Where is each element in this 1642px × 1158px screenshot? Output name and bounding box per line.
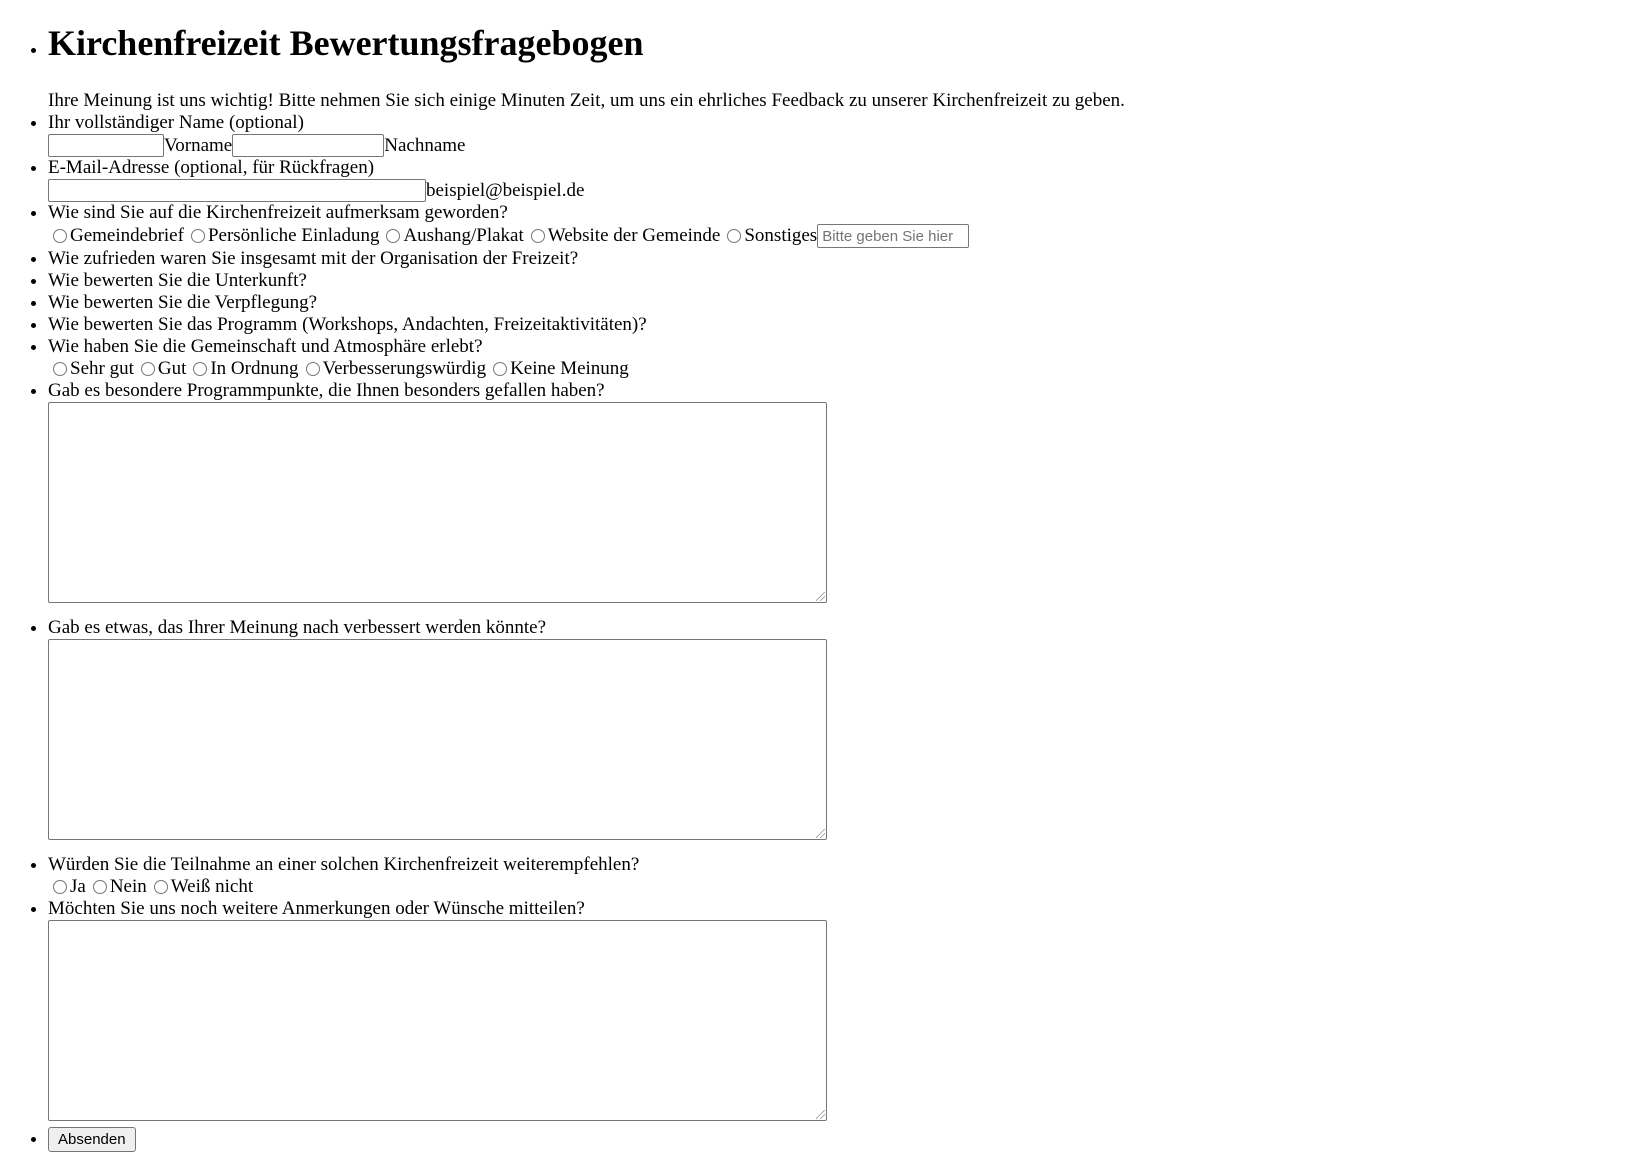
improvements-textarea[interactable] bbox=[48, 639, 827, 840]
title-list-item bbox=[48, 22, 1642, 64]
community-option-label: Sehr gut bbox=[70, 358, 134, 379]
submit-list-item bbox=[48, 1125, 1642, 1152]
name-row bbox=[48, 134, 1642, 157]
email-input[interactable] bbox=[48, 179, 426, 202]
email-hint: beispiel@beispiel.de bbox=[426, 179, 585, 201]
comments-label: • Möchten Sie uns noch weitere Anmerkungen oder Wünsche mitteilen? bbox=[48, 898, 585, 919]
recommend-radio-ja[interactable] bbox=[53, 880, 67, 894]
highlights-textarea[interactable] bbox=[48, 402, 827, 603]
recommend-question bbox=[48, 854, 1642, 898]
source-radio-gemeindebrief[interactable] bbox=[53, 229, 67, 243]
community-option-label: Gut bbox=[157, 358, 187, 379]
improvements-label: • Gab es etwas, das Ihrer Meinung nach verbessert werden könnte? bbox=[48, 617, 547, 638]
intro-text: Ihre Meinung ist uns wichtig! Bitte nehmen Sie sich einige Minuten Zeit, um uns ein ehrliches Feedback zu unserer Kirchenfreizeit zu geben. bbox=[48, 90, 1125, 111]
community-radio-sehr-gut[interactable] bbox=[53, 362, 67, 376]
comments-textarea[interactable] bbox=[48, 920, 827, 1121]
source-radio-sonstiges[interactable] bbox=[727, 229, 741, 243]
community-radio-verbesserungswuerdig[interactable] bbox=[306, 362, 320, 376]
name-label: • Ihr vollständiger Name (optional) bbox=[48, 112, 304, 133]
source-options bbox=[48, 224, 1642, 248]
community-option-label: Keine Meinung bbox=[510, 358, 629, 379]
recommend-option-label: Weiß nicht bbox=[170, 876, 254, 897]
source-option-label: Gemeindebrief bbox=[70, 225, 184, 246]
source-option-label: Website der Gemeinde bbox=[547, 225, 721, 246]
email-question bbox=[48, 157, 1642, 202]
recommend-options bbox=[48, 876, 1642, 898]
source-option-label: Aushang/Plakat bbox=[403, 225, 524, 246]
highlights-question bbox=[48, 380, 1642, 603]
name-question bbox=[48, 112, 1642, 157]
accommodation-question: • Wie bewerten Sie die Unterkunft? bbox=[48, 270, 1642, 292]
source-option-label: Persönliche Einladung bbox=[207, 225, 380, 246]
recommend-radio-nein[interactable] bbox=[93, 880, 107, 894]
recommend-option-label: Ja bbox=[70, 876, 86, 897]
food-question: • Wie bewerten Sie die Verpflegung? bbox=[48, 292, 1642, 314]
recommend-label: • Würden Sie die Teilnahme an einer solchen Kirchenfreizeit weiterempfehlen? bbox=[48, 854, 640, 875]
community-option-label: In Ordnung bbox=[210, 358, 299, 379]
source-question bbox=[48, 202, 1642, 248]
community-radio-keine-meinung[interactable] bbox=[493, 362, 507, 376]
source-radio-aushang[interactable] bbox=[386, 229, 400, 243]
comments-question bbox=[48, 898, 1642, 1121]
community-options bbox=[48, 358, 1642, 380]
source-option-label: Sonstiges bbox=[744, 225, 818, 246]
recommend-radio-weiss-nicht[interactable] bbox=[154, 880, 168, 894]
community-question bbox=[48, 336, 1642, 380]
community-radio-in-ordnung[interactable] bbox=[193, 362, 207, 376]
source-label: • Wie sind Sie auf die Kirchenfreizeit aufmerksam geworden? bbox=[48, 202, 508, 223]
program-question: • Wie bewerten Sie das Programm (Workshops, Andachten, Freizeitaktivitäten)? bbox=[48, 314, 1642, 336]
highlights-label: • Gab es besondere Programmpunkte, die Ihnen besonders gefallen haben? bbox=[48, 380, 605, 401]
organisation-question: • Wie zufrieden waren Sie insgesamt mit der Organisation der Freizeit? bbox=[48, 248, 1642, 270]
intro-list-item bbox=[48, 90, 1642, 112]
source-radio-einladung[interactable] bbox=[191, 229, 205, 243]
improvements-question bbox=[48, 617, 1642, 840]
source-other-input[interactable] bbox=[817, 224, 969, 248]
community-option-label: Verbesserungswürdig bbox=[322, 358, 487, 379]
source-radio-website[interactable] bbox=[531, 229, 545, 243]
community-label: • Wie haben Sie die Gemeinschaft und Atmosphäre erlebt? bbox=[48, 336, 483, 357]
feedback-form-list bbox=[0, 22, 1642, 1152]
last-name-input[interactable] bbox=[232, 134, 384, 157]
recommend-option-label: Nein bbox=[109, 876, 147, 897]
first-name-label: Vorname bbox=[164, 134, 233, 156]
first-name-input[interactable] bbox=[48, 134, 164, 157]
last-name-label: Nachname bbox=[384, 134, 466, 156]
email-row bbox=[48, 179, 1642, 202]
page-title: • Kirchenfreizeit Bewertungsfragebogen bbox=[48, 23, 644, 63]
submit-button[interactable]: Absenden bbox=[48, 1127, 136, 1152]
community-radio-gut[interactable] bbox=[141, 362, 155, 376]
email-label: • E-Mail-Adresse (optional, für Rückfragen) bbox=[48, 157, 375, 178]
